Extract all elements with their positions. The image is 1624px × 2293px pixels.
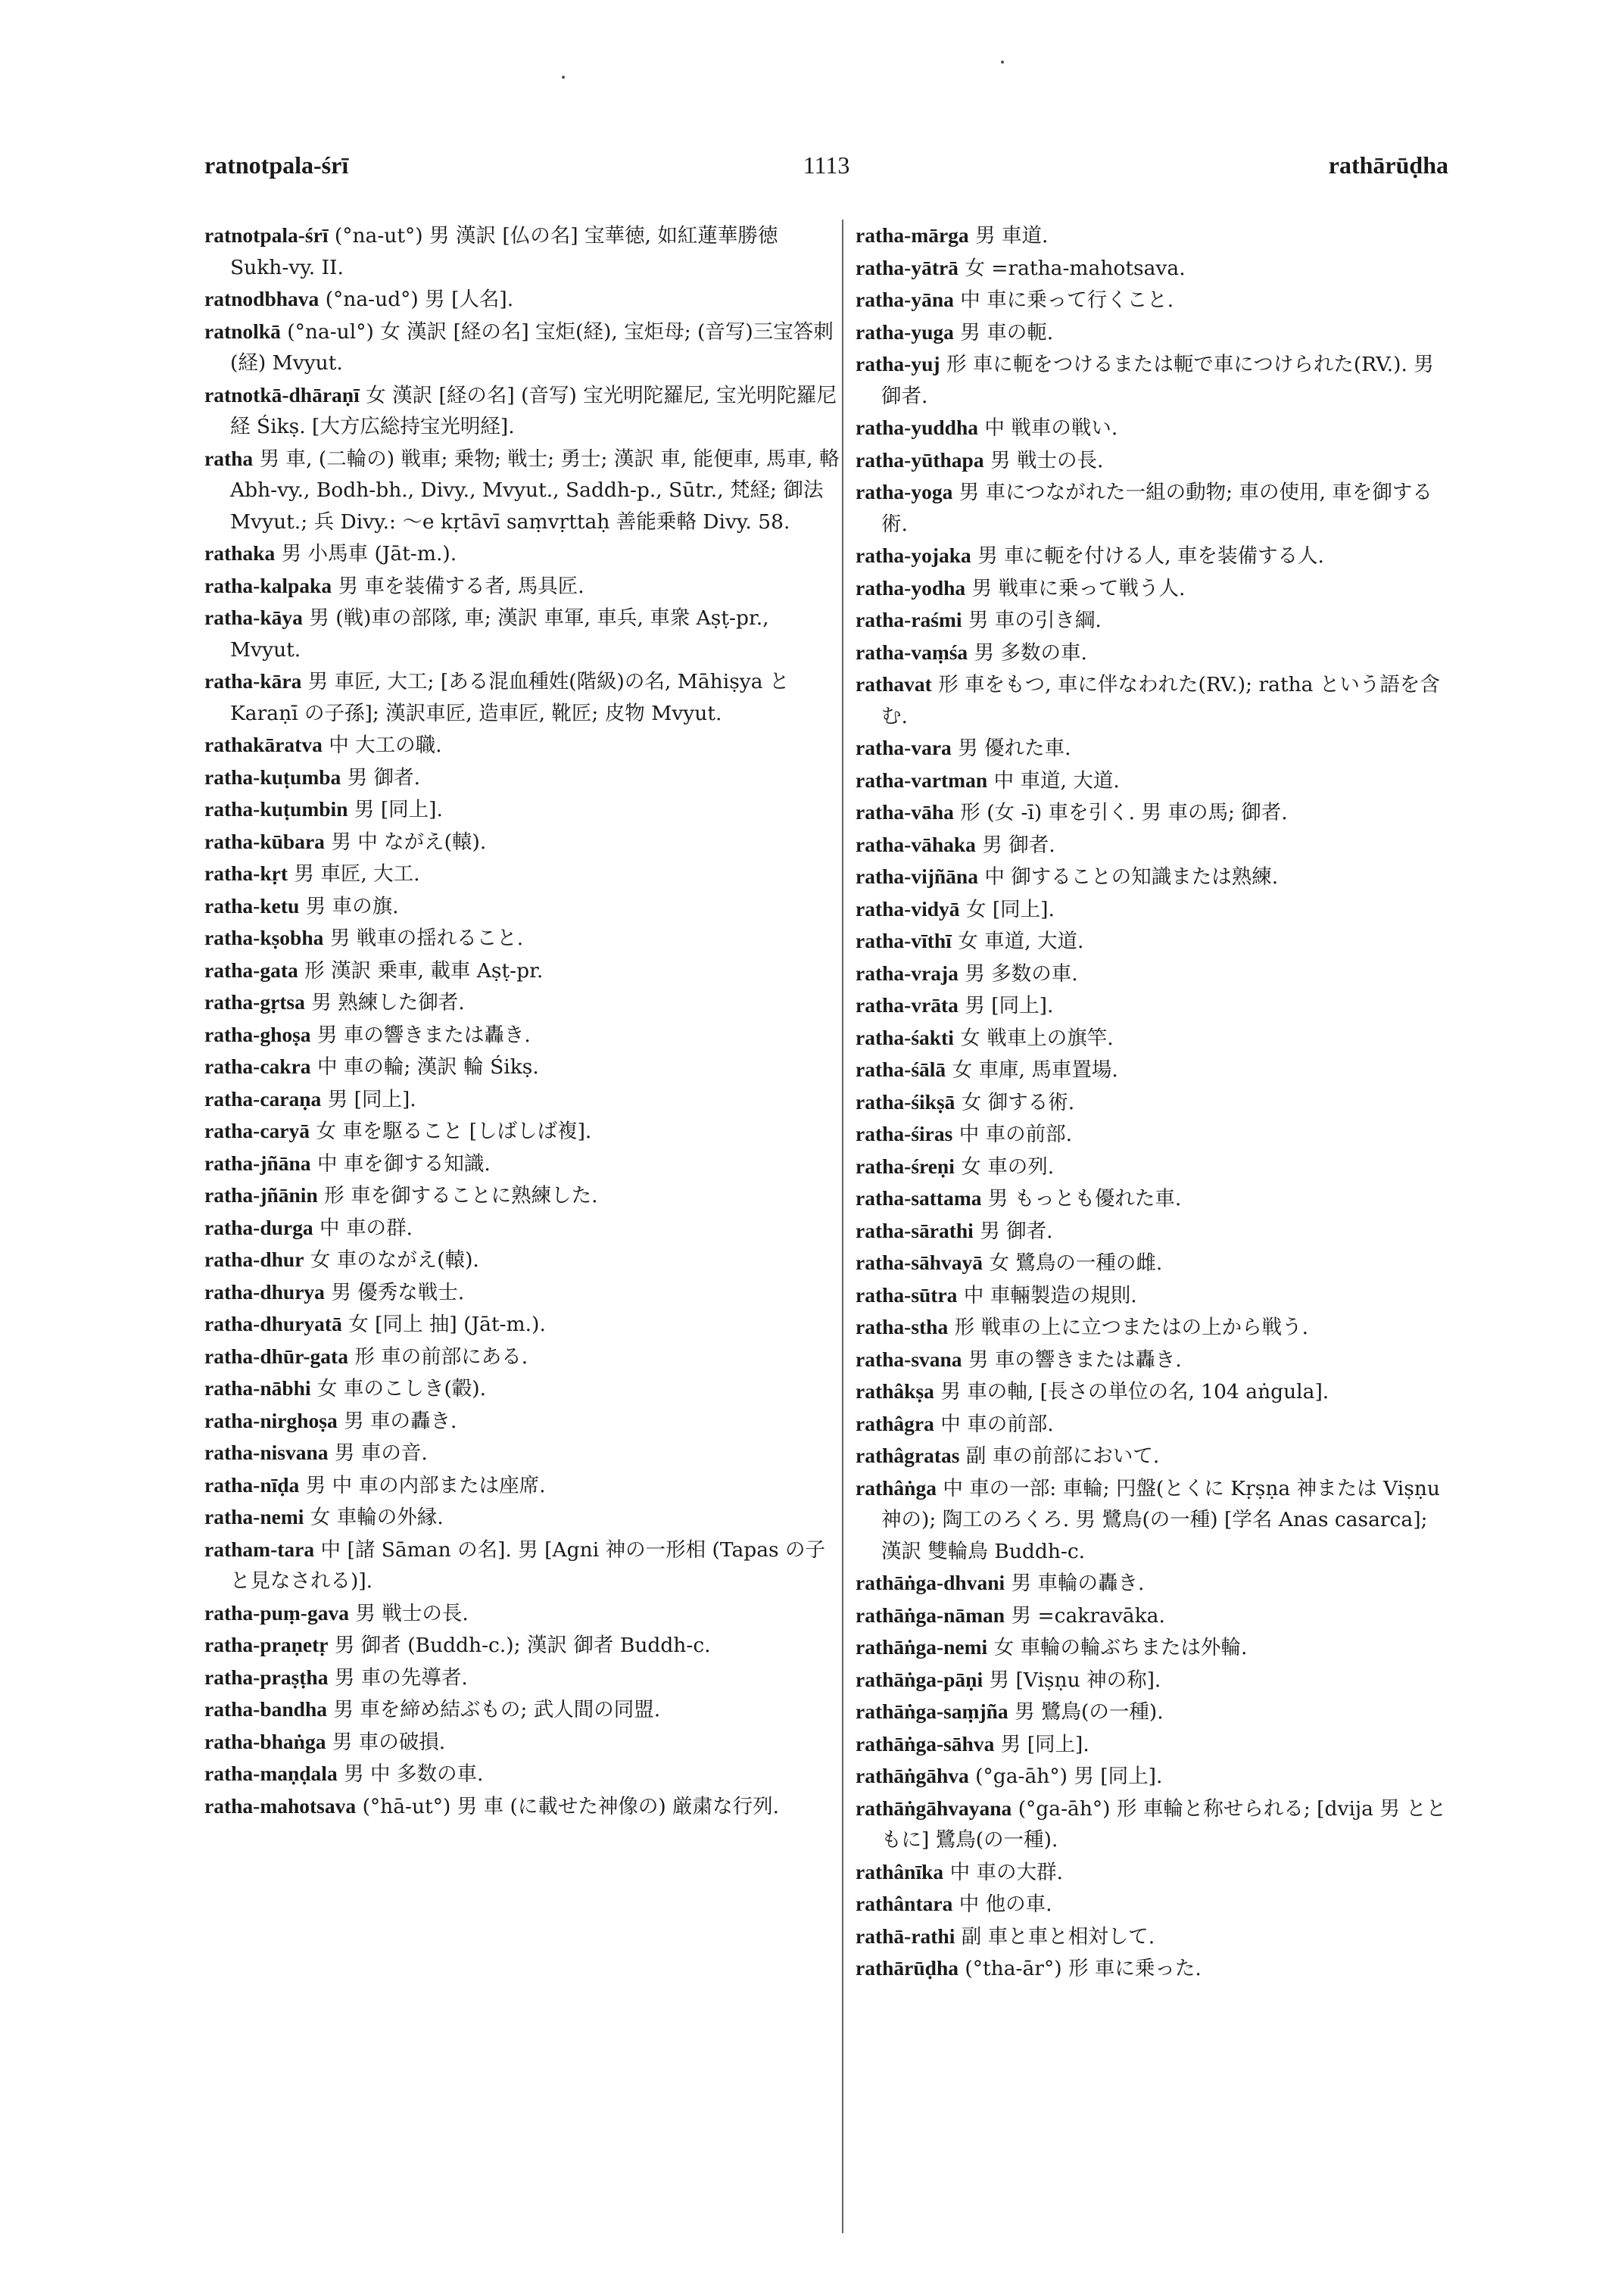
entry-definition: (°tha-ār°) 形 車に乗った. [959,1957,1202,1980]
dictionary-entry [204,1276,840,1309]
entry-definition: 男 車の破損. [326,1730,446,1754]
entry-headword: ratha-stha [856,1315,949,1338]
entry-definition: (°hā-ut°) 男 車 (に載せた神像の) 厳粛な行列. [356,1794,780,1818]
entry-definition: 中 車の輪; 漢訳 輪 Śikṣ. [310,1055,539,1079]
dictionary-entry [856,1118,1454,1151]
dictionary-entry [204,1726,840,1759]
dictionary-entry [204,858,840,890]
dictionary-entry [856,958,1454,990]
right-column [856,220,1454,1985]
dictionary-entry [204,1629,840,1662]
entry-definition: 男 [同上]. [348,798,443,821]
entry-definition: 男 車の音. [328,1441,428,1465]
entry-definition: 女 鷺鳥の一種の雌. [983,1251,1163,1275]
dictionary-entry [204,1534,840,1597]
entry-definition: 男 車の軛. [953,320,1054,344]
entry-headword: rathāṅgāhva [856,1764,969,1787]
dictionary-entry [856,1375,1454,1408]
entry-definition: 男 車の先導者. [328,1665,468,1690]
entry-headword: ratha-vijñāna [856,865,978,888]
dictionary-entry [856,1151,1454,1183]
entry-headword: ratnolkā [204,319,281,343]
entry-definition: 男 =cakravāka. [1005,1603,1165,1628]
entry-definition: 女 車の列. [954,1154,1055,1179]
dictionary-entry [856,732,1454,765]
entry-definition: (°ga-āh°) 男 [同上]. [968,1765,1163,1788]
entry-definition: 男 御者. [975,833,1055,857]
entry-headword: ratha-sūtra [856,1282,958,1307]
entry-definition: 形 戦車の上に立つまたはの上から戦う. [948,1316,1309,1339]
dictionary-entry [204,379,840,443]
dictionary-entry [204,1148,840,1180]
entry-headword: rathânīka [856,1859,944,1883]
entry-headword: rathāṅga-dhvani [856,1571,1005,1594]
entry-definition: 中 大工の職. [322,734,442,757]
entry-headword: rathavat [856,672,932,696]
entry-definition: 男 戦車に乗って戦う人. [965,576,1186,600]
entry-definition: 男 戦車の揺れること. [323,927,524,950]
entry-definition: 中 車の前部. [934,1412,1054,1436]
dictionary-entry [856,1086,1454,1119]
dictionary-entry [856,1600,1454,1632]
dictionary-entry [856,1054,1454,1086]
entry-definition: 中 御することの知識または熟練. [977,865,1279,889]
dictionary-entry [204,762,840,794]
entry-headword: ratha-nisvana [204,1441,329,1464]
entry-headword: ratha-kalpaka [204,573,332,597]
entry-headword: rathântara [856,1892,953,1915]
entry-headword: ratha-yuj [856,352,940,375]
dictionary-entry [856,316,1454,349]
entry-headword: ratha-gata [204,958,298,982]
entry-headword: rathāṅga-nemi [856,1635,988,1659]
entry-headword: rathâkṣa [856,1379,934,1403]
entry-definition: 男 車の旗. [299,894,399,918]
entry-headword: ratha-caryā [204,1119,310,1142]
entry-definition: 男 多数の車. [958,961,1078,986]
column-divider [842,220,843,2233]
entry-headword: ratha-ghoṣa [204,1022,311,1046]
entry-definition: 形 (女 -ī) 車を引く. 男 車の馬; 御者. [953,801,1288,824]
dictionary-entry [856,989,1454,1022]
entry-definition: 男 車輪の轟き. [1005,1572,1145,1595]
entry-headword: ratha-cakra [204,1055,311,1078]
entry-definition: 中 車に乗って行くこと. [953,288,1174,312]
entry-definition: 男 車道. [968,224,1049,248]
entry-headword: rathārūḍha [856,1956,959,1980]
entry-definition: 女 [同上]. [959,897,1055,921]
entry-headword: ratha-dhurya [204,1279,325,1304]
entry-headword: ratha-maṇḍala [204,1762,338,1785]
dictionary-entry [204,1179,840,1212]
entry-headword: rathāṅga-pāṇi [856,1667,983,1691]
entry-headword: ratha-puṃ-gava [204,1600,349,1625]
dictionary-entry [856,1793,1454,1856]
entry-headword: rathāṅga-saṃjña [856,1699,1008,1723]
entry-definition: 中 車輛製造の規則. [957,1283,1137,1307]
entry-headword: ratha-śālā [856,1058,946,1081]
entry-headword: ratha-dhūr-gata [204,1344,348,1368]
dictionary-entry [856,1888,1454,1921]
entry-headword: ratha-gṛtsa [204,990,305,1014]
entry-headword: rathā-rathi [856,1924,955,1948]
entry-headword: ratha-mārga [856,223,969,247]
dictionary-entry [204,1083,840,1116]
entry-definition: 男 (戦)車の部隊, 車; 漢訳 車軍, 車兵, 車衆 Aṣṭ-pr., Mvyut. [230,606,769,662]
entry-headword: ratha-yātrā [856,255,959,279]
entry-definition: 中 他の車. [952,1893,1052,1916]
dictionary-entry [204,1758,840,1790]
dictionary-entry [204,665,840,729]
entry-definition: 男 [同上]. [958,994,1054,1017]
entry-definition: 中 車の前部. [952,1123,1073,1146]
dictionary-entry [204,537,840,570]
entry-definition: 男 中 車の内部または座席. [299,1473,546,1497]
dictionary-entry [856,220,1454,252]
running-head-left: ratnotpala-śrī [204,151,349,179]
dictionary-entry [856,829,1454,861]
entry-headword: ratha-kuṭumbin [204,797,348,821]
dictionary-entry [856,1760,1454,1793]
entry-definition: 中 車の一部: 車輪; 円盤(とくに Kṛṣṇa 神または Viṣṇu 神の); 陶工のろくろ. 男 鷺鳥(の一種) [学名 Anas casarca]; 漢訳 雙輪鳥 Buddh-c. [881,1476,1440,1563]
entry-headword: ratha-śakti [856,1025,954,1049]
dictionary-entry [204,1693,840,1726]
entry-headword: ratha-yuga [856,319,954,344]
entry-definition: 男 鷺鳥(の一種). [1008,1700,1164,1724]
entry-headword: ratha-kāya [204,606,303,629]
entry-definition: 男 もっとも優れた車. [981,1187,1182,1210]
dictionary-entry [204,955,840,987]
entry-definition: 女 車輪の輪ぶちまたは外輪. [987,1636,1248,1659]
dictionary-entry [204,826,840,858]
left-column [204,220,840,1822]
entry-headword: ratha-śreṇi [856,1154,955,1178]
entry-definition: 中 車の大群. [943,1860,1063,1884]
scan-speck [1001,61,1004,64]
dictionary-entry [856,1247,1454,1279]
dictionary-entry [204,1790,840,1823]
entry-headword: ratha-sattama [856,1186,982,1210]
entry-headword: ratha-caraṇa [204,1086,322,1111]
entry-headword: ratha-śiras [856,1122,953,1145]
dictionary-entry [204,1212,840,1245]
entry-headword: ratha-vāhaka [856,832,976,856]
entry-definition: 男 車匠, 大工; [ある混血種姓(階級)の名, Māhiṣya と Karaṇī の子孫]; 漢訳車匠, 造車匠, 靴匠; 皮物 Mvyut. [230,670,790,725]
entry-definition: 男 車に軛を付ける人, 車を装備する人. [971,544,1324,568]
entry-definition: 女 戦車上の旗竿. [953,1026,1114,1050]
running-head-right: rathārūḍha [1328,151,1448,179]
dictionary-entry [856,637,1454,669]
entry-headword: ratha-kūbara [204,829,325,853]
dictionary-entry [856,604,1454,637]
dictionary-entry [204,793,840,826]
entry-headword: ratha-yojaka [856,544,971,567]
dictionary-entry [204,1115,840,1148]
page-header [204,151,1448,197]
dictionary-entry [204,1372,840,1405]
dictionary-entry [856,1921,1454,1953]
entry-definition: 中 車の群. [313,1216,413,1240]
dictionary-entry [856,925,1454,958]
entry-definition: 男 [Viṣṇu 神の称]. [983,1668,1161,1692]
entry-headword: ratha-nirghoṣa [204,1408,338,1432]
entry-definition: 男 御者. [341,765,421,790]
entry-definition: 男 車の引き綱. [962,609,1102,632]
entry-definition: 女 車のこしき(轂). [310,1377,487,1400]
dictionary-entry [204,922,840,955]
dictionary-entry [204,1051,840,1083]
dictionary-entry [856,572,1454,605]
entry-headword: ratha-nemi [204,1505,304,1528]
dictionary-entry [204,1437,840,1469]
entry-definition: 中 車道, 大道. [987,768,1120,793]
entry-headword: ratha-yuddha [856,416,978,439]
entry-definition: 女 車を駆ること [しばしば複]. [309,1120,592,1143]
entry-headword: ratnodbhava [204,287,320,310]
dictionary-entry [856,1344,1454,1376]
entry-definition: 女 =ratha-mahotsava. [958,256,1186,280]
dictionary-entry [204,729,840,762]
entry-headword: ratha-bhaṅga [204,1729,326,1753]
entry-headword: ratha-bandha [204,1697,327,1721]
dictionary-entry [856,444,1454,477]
entry-headword: ratha-nābhi [204,1376,311,1400]
dictionary-entry [204,1662,840,1694]
dictionary-entry [204,986,840,1019]
entry-definition: 男 車の軸, [長さの単位の名, 104 aṅgula]. [934,1380,1329,1404]
entry-definition: 男 車を締め結ぶもの; 武人間の同盟. [327,1698,661,1721]
entry-definition: 形 車に軛をつけるまたは軛で車につけられた(RV.). 男 御者. [881,353,1434,408]
entry-headword: ratha-nīḍa [204,1472,300,1497]
entry-headword: rathâgra [856,1411,934,1435]
entry-headword: ratha-vidyā [856,896,960,921]
entry-definition: 女 漢訳 [経の名] (音写) 宝光明陀羅尼, 宝光明陀羅尼経 Śikṣ. [大方広総持宝光明経]. [230,383,837,438]
dictionary-entry [204,1469,840,1502]
entry-headword: ratha-jñānin [204,1183,318,1207]
dictionary-entry [204,1405,840,1438]
dictionary-entry [856,284,1454,316]
entry-headword: rathaka [204,541,276,565]
dictionary-entry [856,1311,1454,1344]
entry-definition: 男 中 ながえ(轅). [324,830,487,854]
entry-headword: ratha-sārathi [856,1218,974,1242]
dictionary-entry [856,1567,1454,1600]
entry-headword: rathāṅgāhvayana [856,1796,1012,1820]
entry-definition: 男 [同上]. [321,1087,416,1111]
entry-definition: 中 車を御する知識. [310,1151,491,1176]
entry-headword: ratha-kṣobha [204,926,324,949]
entry-headword: ratha-raśmi [856,608,962,631]
dictionary-entry [856,1440,1454,1472]
dictionary-entry [204,220,840,283]
entry-headword: ratha-kuṭumba [204,765,341,789]
entry-headword: ratha-vīthī [856,929,952,952]
page-number: 1113 [803,151,850,179]
dictionary-entry [856,412,1454,444]
dictionary-entry [204,1244,840,1276]
entry-headword: ratha-kṛt [204,861,288,885]
entry-headword: ratha-vraja [856,961,959,985]
dictionary-entry [856,540,1454,572]
entry-headword: ratha [204,446,254,470]
dictionary-entry [856,348,1454,412]
dictionary-entry [204,316,840,379]
entry-headword: ratha-dhuryatā [204,1312,342,1335]
entry-headword: ratha-yūthapa [856,447,984,472]
dictionary-entry [856,1696,1454,1728]
dictionary-entry [856,1022,1454,1055]
dictionary-entry [204,890,840,923]
entry-headword: ratha-vaṃśa [856,640,968,664]
entry-definition: 男 優れた車. [951,737,1071,760]
dictionary-entry [856,765,1454,797]
entry-headword: ratnotkā-dhāraṇī [204,382,360,407]
dictionary-entry [204,1308,840,1341]
entry-definition: 女 車輪の外縁. [304,1506,444,1529]
entry-headword: rathāṅga-sāhva [856,1731,995,1756]
dictionary-entry [856,1664,1454,1696]
entry-definition: 男 車匠, 大工. [287,862,420,886]
entry-headword: ratnotpala-śrī [204,223,329,247]
dictionary-entry [204,443,840,538]
entry-headword: ratha-ketu [204,893,300,918]
entry-definition: 男 戦士の長. [348,1601,469,1625]
dictionary-entry [856,1728,1454,1761]
dictionary-entry [856,796,1454,829]
entry-headword: ratha-dhur [204,1248,304,1271]
entry-headword: ratha-yāna [856,288,954,311]
entry-definition: 男 車を装備する者, 馬具匠. [332,574,584,598]
entry-headword: ratha-śikṣā [856,1089,955,1114]
entry-headword: ratha-vrāta [856,993,959,1017]
entry-definition: 女 車庫, 馬車置場. [946,1058,1118,1082]
entry-definition: 形 車をもつ, 車に伴なわれた(RV.); ratha という語を含む. [881,673,1440,728]
dictionary-entry [856,1856,1454,1889]
dictionary-entry [204,1597,840,1630]
entry-headword: ratha-durga [204,1215,313,1239]
dictionary-entry [204,602,840,665]
entry-definition: 男 [同上]. [994,1732,1089,1756]
entry-definition: (°na-ut°) 男 漢訳 [仏の名] 宝華徳, 如紅蓮華勝徳 Sukh-vy. II. [230,224,778,279]
entry-headword: ratha-mahotsava [204,1793,357,1818]
dictionary-entry [204,1501,840,1534]
dictionary-entry [204,570,840,603]
dictionary-entry [856,1408,1454,1441]
entry-definition: 形 漢訳 乗車, 載車 Aṣṭ-pr. [298,958,544,983]
entry-definition: (°na-ul°) 女 漢訳 [経の名] 宝炬(経), 宝炬母; (音写)三宝答刺(経) Mvyut. [230,319,834,375]
dictionary-entry [856,1631,1454,1664]
entry-headword: ratha-yoga [856,480,953,503]
entry-definition: 女 車道, 大道. [951,930,1084,953]
dictionary-entry [856,1215,1454,1248]
entry-definition: 男 御者 (Buddh-c.); 漢訳 御者 Buddh-c. [328,1634,711,1657]
entry-definition: 男 車の響きまたは轟き. [962,1347,1182,1372]
entry-headword: ratha-svana [856,1347,962,1371]
entry-definition: 形 車の前部にある. [348,1344,528,1369]
entry-definition: 男 小馬車 (Jāt-m.). [275,542,457,565]
entry-definition: 男 車の響きまたは轟き. [310,1023,531,1047]
dictionary-entry [856,861,1454,893]
entry-definition: 男 御者. [973,1219,1053,1243]
dictionary-entry [856,476,1454,540]
entry-definition: 女 御する術. [955,1090,1075,1114]
entry-headword: ratha-sāhvayā [856,1251,983,1274]
dictionary-entry [856,668,1454,732]
entry-definition: 女 車のながえ(轅). [304,1248,479,1272]
entry-headword: ratha-praṣṭha [204,1665,329,1689]
dictionary-entry [856,252,1454,285]
entry-definition: 女 [同上 抽] (Jāt-m.). [341,1313,546,1336]
entry-definition: 形 車を御することに熟練した. [317,1184,598,1207]
entry-definition: (°ga-āh°) 形 車輪と称せられる; [dvija 男 とともに] 鷺鳥(の一種). [881,1796,1447,1852]
dictionary-entry [204,1019,840,1051]
dictionary-entry [204,283,840,316]
entry-headword: ratha-vāha [856,800,954,824]
entry-headword: rathâṅga [856,1475,937,1500]
entry-definition: 男 中 多数の車. [337,1762,484,1786]
scan-speck [562,76,565,79]
dictionary-entry [856,1279,1454,1312]
entry-definition: 中 [諸 Sāman の名]. 男 [Agni 神の一形相 (Tapas の子と見なされる)]. [230,1537,826,1593]
dictionary-entry [204,1341,840,1373]
entry-definition: 中 戦車の戦い. [978,416,1118,440]
dictionary-entry [856,1182,1454,1215]
entry-definition: 男 車の轟き. [337,1409,457,1433]
entry-definition: 男 戦士の長. [983,448,1104,472]
entry-headword: rathâgratas [856,1444,960,1467]
entry-headword: ratha-vartman [856,768,988,792]
entry-headword: ratha-vara [856,736,952,759]
entry-definition: 男 車につながれた一組の動物; 車の使用, 車を御する術. [881,481,1432,536]
entry-definition: 男 優秀な戦士. [324,1280,465,1304]
dictionary-entry [856,893,1454,926]
entry-headword: ratham-tara [204,1537,315,1561]
entry-definition: (°na-ud°) 男 [人名]. [319,288,514,311]
entry-headword: rathāṅga-nāman [856,1603,1005,1627]
dictionary-entry [856,1472,1454,1568]
entry-definition: 男 熟練した御者. [304,991,465,1014]
entry-definition: 男 多数の車. [968,640,1087,665]
entry-headword: ratha-kāra [204,669,302,693]
entry-definition: 副 車の前部において. [959,1444,1160,1468]
entry-definition: 男 車, (二輪の) 戦車; 乗物; 戦士; 勇士; 漢訳 車, 能便車, 馬車, 輅 Abh-vy., Bodh-bh., Divy., Mvyut., Saddh-p., Sūtr., 梵経; 御法 Mvyut.; 兵 Divy.: ～e kṛtāvī saṃvṛttaḥ 善能乗輅 Divy. 58. [230,447,840,534]
entry-headword: rathakāratva [204,733,323,756]
entry-headword: ratha-praṇetṛ [204,1633,329,1656]
entry-headword: ratha-jñāna [204,1151,311,1175]
entry-headword: ratha-yodha [856,575,966,600]
dictionary-entry [856,1952,1454,1985]
entry-definition: 副 車と車と相対して. [955,1924,1155,1949]
